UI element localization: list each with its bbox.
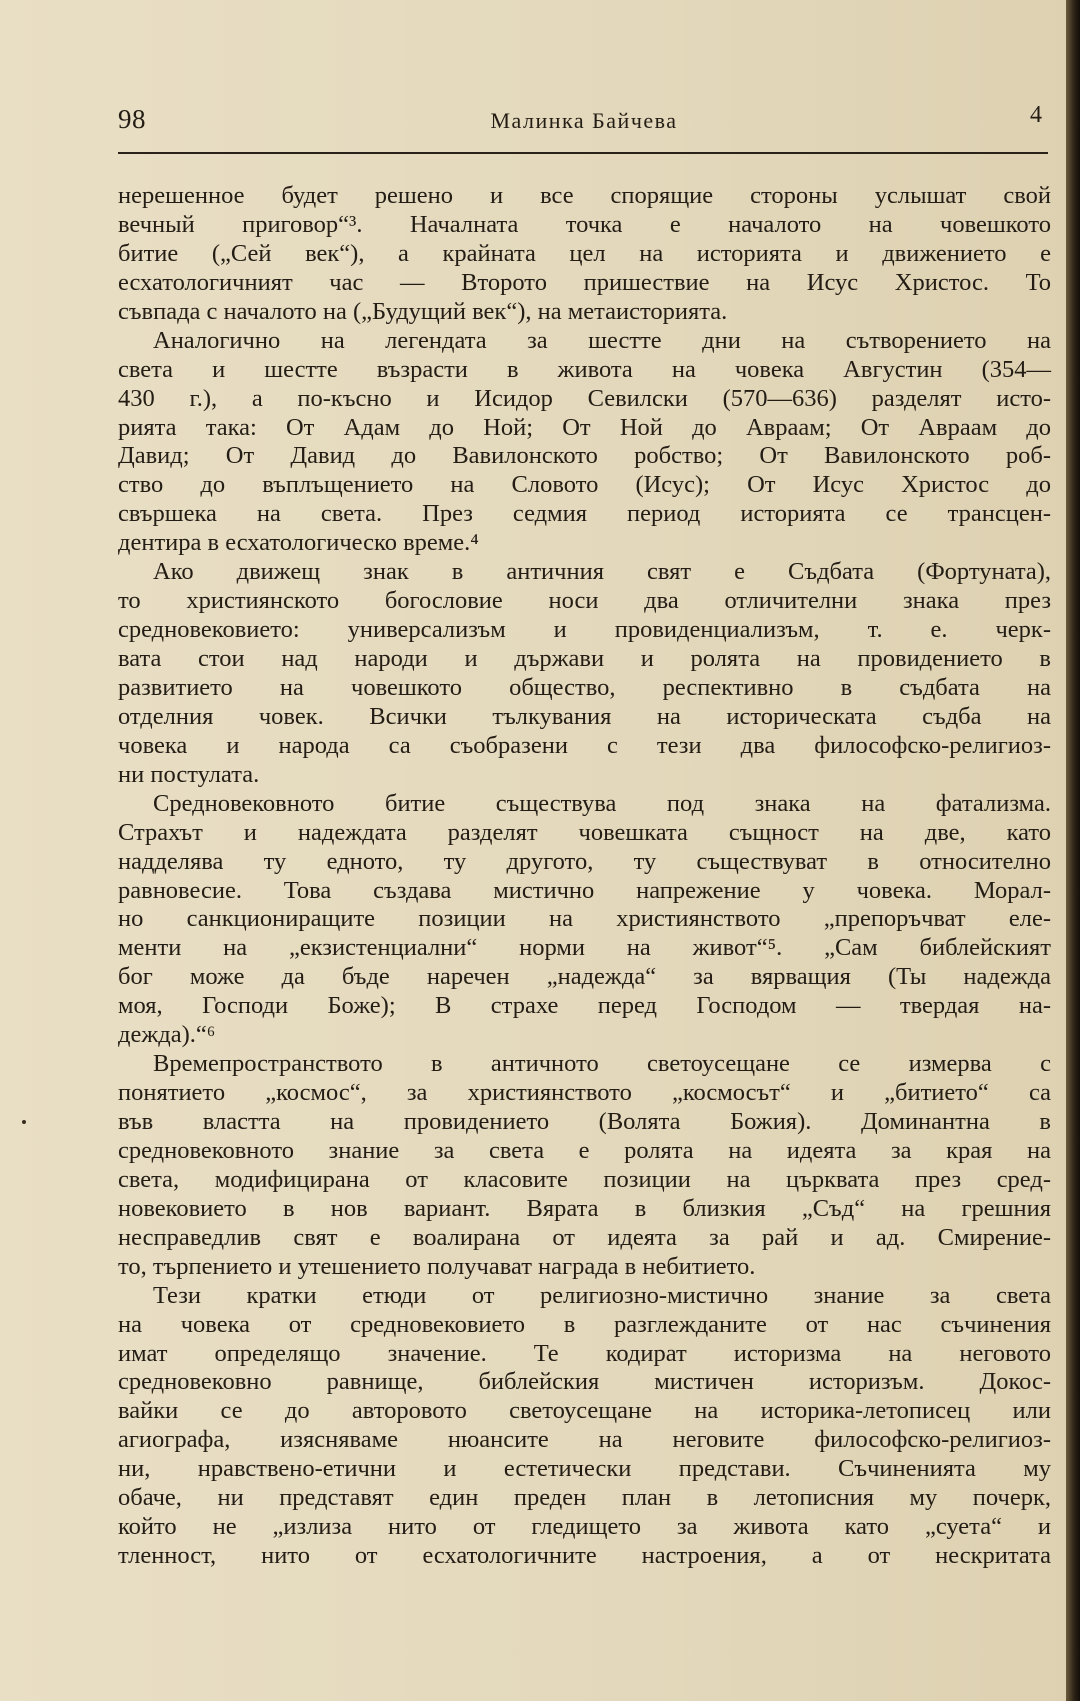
text-line: менти на „екзистенциални“ норми на живот“⁵. „Сам библейският [118, 934, 1051, 962]
text-line: то, търпението и утешението получават награда в небитието. [118, 1252, 756, 1280]
running-head-author: Малинка Байчева [490, 108, 678, 133]
text-line: Страхът и надеждата разделят човешката същност на две, като [118, 818, 1051, 846]
book-spine-edge [1066, 0, 1080, 1701]
text-line: 430 г.), а по-късно и Исидор Севилски (570—636) разделят исто- [118, 384, 1051, 412]
text-line: бог може да бъде наречен „надежда“ за вярващия (Ты надежда [118, 963, 1051, 991]
text-line: във властта на провидението (Волята Божия). Доминантна в [118, 1108, 1051, 1135]
text-line: средновековното знание за света е ролята на идеята за края на [118, 1136, 1051, 1164]
text-line: вечный приговор“³. Началната точка е началото на човешкото [118, 210, 1051, 238]
text-line: рията така: От Адам до Ной; От Ной до Авраам; От Авраам до [118, 413, 1051, 441]
text-line: имат определящо значение. Те кодират историзма на неговото [118, 1339, 1051, 1367]
paragraph-first-line: Ако движещ знак в античния свят е Съдбата (Фортуната), [153, 558, 1051, 586]
text-line: развитието на човешкото общество, респективно в съдбата на [118, 673, 1051, 701]
text-line: надделява ту едното, ту другото, ту съществуват в относително [118, 847, 1051, 875]
header-rule [118, 152, 1048, 154]
text-line: есхатологичният час — Второто пришествие на Исус Христос. То [118, 268, 1051, 296]
body-text [118, 182, 1051, 1571]
text-line: свършека на света. През седмия период историята се трансцен- [118, 500, 1051, 528]
text-line: вайки се до авторовото светоусещане на историка-летописец или [118, 1397, 1051, 1425]
text-line: моя, Господи Боже); В страхе перед Господом — твердая на- [118, 992, 1051, 1020]
text-line: агиографа, изясняваме нюансите на неговите философско-религиоз- [118, 1426, 1051, 1454]
text-line: понятието „космос“, за християнството „космосът“ и „битието“ са [118, 1079, 1051, 1107]
text-line: нерешенное будет решено и все спорящие стороны услышат свой [118, 182, 1051, 209]
text-line: на човека от средновековието в разглежданите от нас съчинения [118, 1310, 1051, 1338]
text-line: света, модифицирана от класовите позиции на църквата през сред- [118, 1165, 1051, 1193]
paragraph-first-line: Времепространството в античното светоусещане се измерва с [153, 1050, 1051, 1078]
text-line: дежда).“⁶ [118, 1021, 216, 1049]
text-line: битие („Сей век“), а крайната цел на историята и движението е [118, 239, 1051, 267]
text-line: несправедлив свят е воалирана от идеята за рай и ад. Смирение- [118, 1223, 1051, 1251]
text-line: новековието в нов вариант. Вярата в близкия „Съд“ на грешния [118, 1194, 1051, 1222]
text-line: средновековно равнище, библейския мистичен историзъм. Докос- [118, 1368, 1051, 1396]
text-line: то християнското богословие носи два отличителни знака през [118, 587, 1051, 615]
text-line: ство до въплъщението на Словото (Исус); От Исус Христос до [118, 471, 1051, 499]
text-line: но санкциониращите позиции на християнството „препоръчват еле- [118, 905, 1051, 933]
header-corner-mark: 4 [1030, 102, 1042, 128]
text-line: равновесие. Това създава мистично напрежение у човека. Морал- [118, 876, 1051, 904]
paragraph-first-line: Аналогично на легендата за шестте дни на сътворението на [153, 326, 1051, 354]
text-line: съвпада с началото на („Будущий век“), на метаисторията. [118, 297, 728, 325]
text-line: ни постулата. [118, 760, 260, 788]
text-line: обаче, ни представят един преден план в летописния му почерк, [118, 1484, 1051, 1512]
page-number: 98 [118, 104, 146, 134]
text-line: човека и народа са съобразени с тези два философско-религиоз- [118, 731, 1051, 759]
text-line: тленност, нито от есхатологичните настроения, а от нескритата [118, 1542, 1051, 1570]
paragraph-first-line: Тези кратки етюди от религиозно-мистично знание за света [153, 1281, 1051, 1309]
text-line: отделния човек. Всички тълкувания на историческата съдба на [118, 702, 1051, 730]
text-line: Давид; От Давид до Вавилонското робство; От Вавилонското роб- [118, 442, 1051, 470]
text-line: средновековието: универсализъм и провиденциализъм, т. е. черк- [118, 616, 1051, 644]
paper-speck [22, 1120, 26, 1124]
page-header [118, 104, 1050, 144]
text-line: който не „излиза нито от гледището за живота като „суета“ и [118, 1513, 1051, 1541]
text-line: ни, нравствено-етични и естетически представи. Съчиненията му [118, 1455, 1051, 1483]
text-line: света и шестте възрасти в живота на човека Августин (354— [118, 355, 1051, 383]
text-line: вата стои над народи и държави и ролята на провидението в [118, 645, 1051, 672]
text-line: дентира в есхатологическо време.⁴ [118, 529, 479, 557]
paragraph-first-line: Средновековното битие съществува под знака на фатализма. [153, 789, 1051, 817]
